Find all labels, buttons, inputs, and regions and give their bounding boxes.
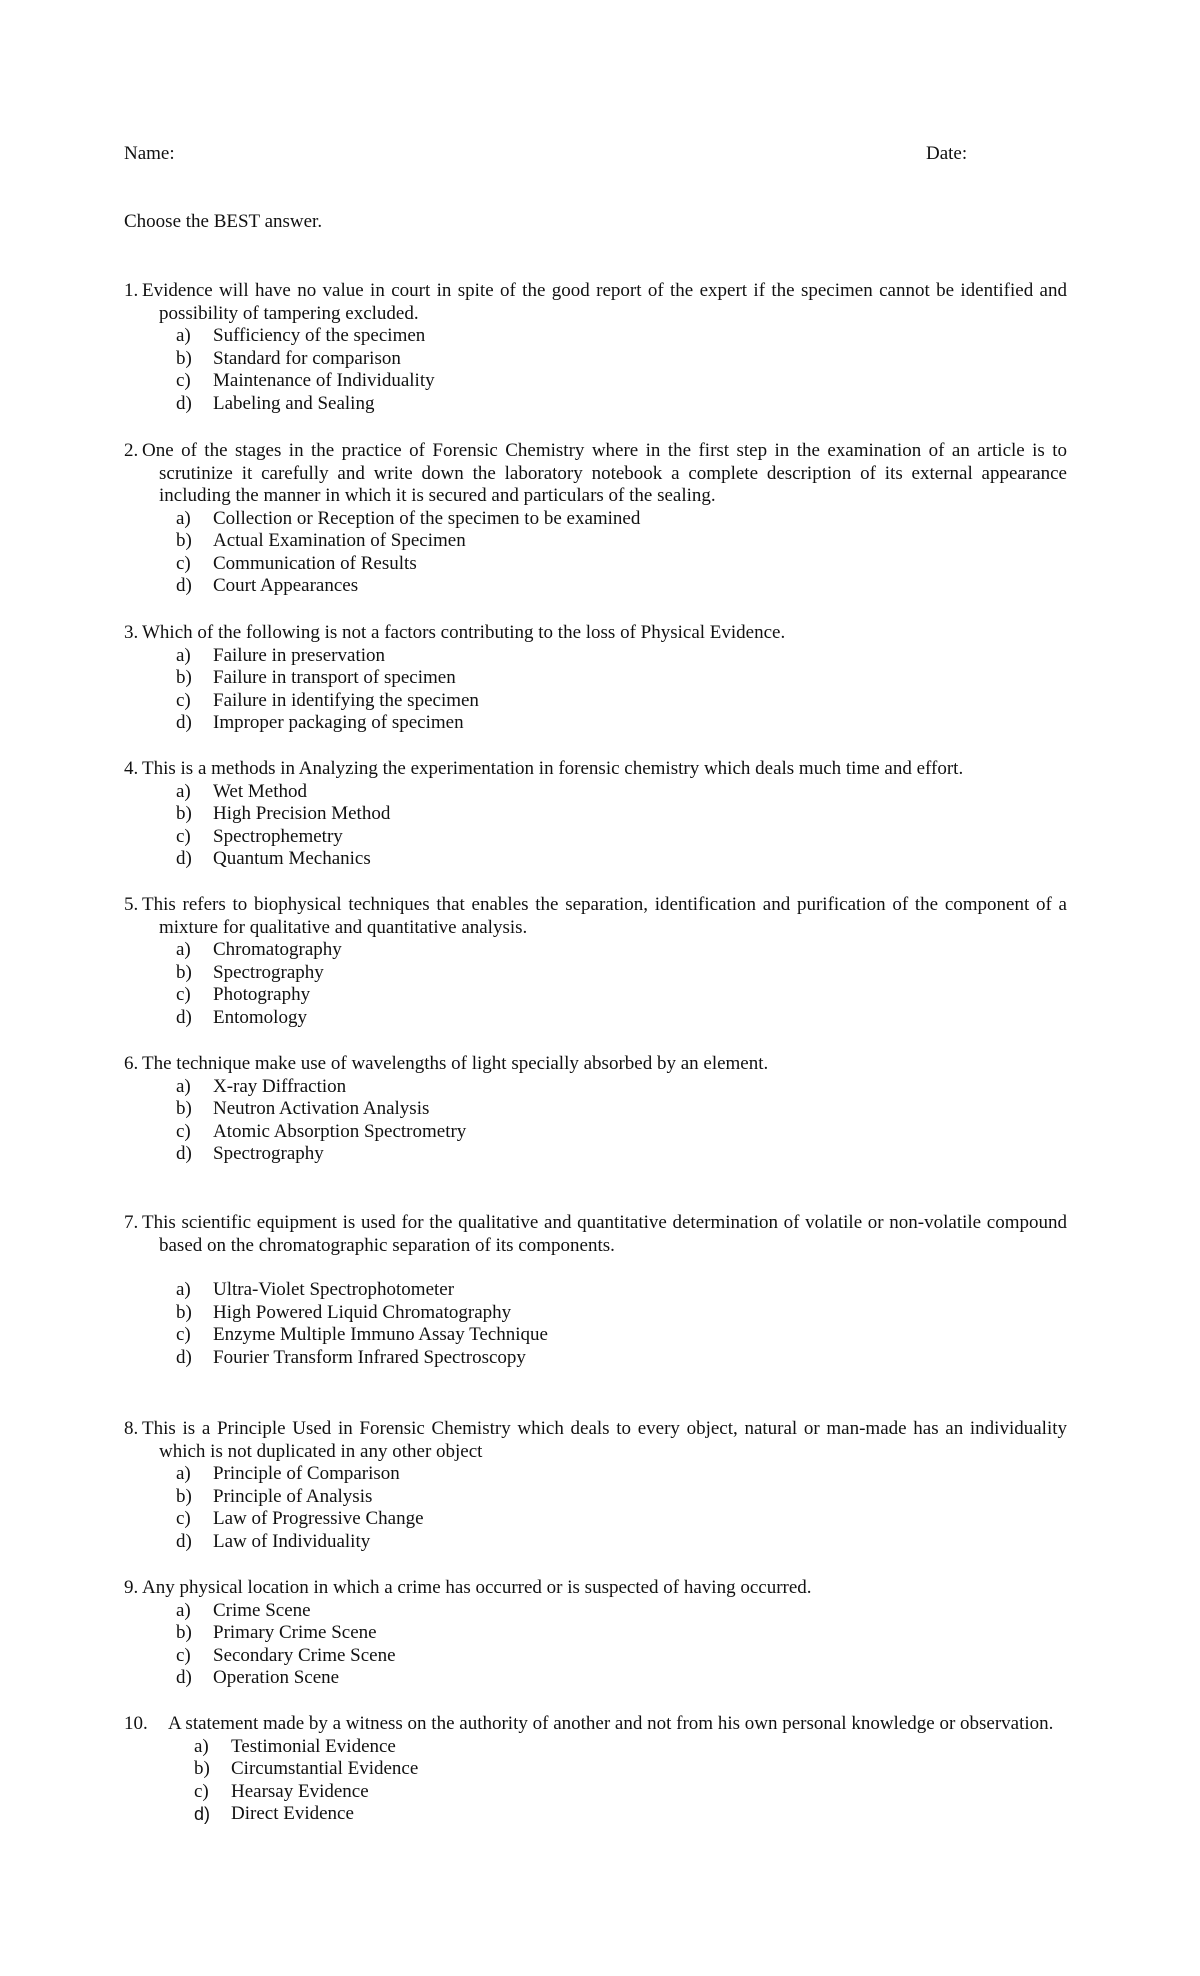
option-d xyxy=(124,712,1067,735)
question-10 xyxy=(124,1713,1067,1826)
option-d xyxy=(124,1667,1067,1690)
option-b xyxy=(124,962,1067,985)
option-text: Spectrography xyxy=(213,1143,324,1164)
option-letter: a) xyxy=(176,507,191,529)
option-text: Chromatography xyxy=(213,939,342,960)
option-letter: c) xyxy=(176,552,191,574)
option-b xyxy=(124,1486,1067,1509)
option-letter: d) xyxy=(176,1667,192,1688)
option-letter: b) xyxy=(176,803,192,824)
question-number: 4. xyxy=(124,758,139,779)
option-letter: b) xyxy=(176,667,192,688)
option-list xyxy=(124,508,1067,598)
question-text: This refers to biophysical techniques that enables the separation, identification and purification of the component of a mixture for qualitative and quantitative analysis. xyxy=(142,894,1067,938)
question-7 xyxy=(124,1212,1067,1369)
option-text: Photography xyxy=(213,984,311,1005)
question-number: 10. xyxy=(124,1713,148,1734)
option-text: Standard for comparison xyxy=(213,347,401,369)
question-6 xyxy=(124,1053,1067,1166)
option-c xyxy=(124,1324,1067,1347)
option-c xyxy=(124,984,1067,1007)
option-text: Testimonial Evidence xyxy=(231,1735,396,1757)
question-5 xyxy=(124,894,1067,1029)
option-letter: d) xyxy=(176,1346,192,1368)
question-4 xyxy=(124,758,1067,871)
question-text: Evidence will have no value in court in spite of the good report of the expert if the specimen cannot be identified and possibility of tampering excluded. xyxy=(142,280,1067,324)
option-text: Maintenance of Individuality xyxy=(213,370,435,391)
option-b xyxy=(124,803,1067,826)
option-letter: c) xyxy=(176,370,191,391)
option-list xyxy=(124,645,1067,735)
option-a xyxy=(124,1076,1067,1099)
option-letter: a) xyxy=(176,1075,191,1097)
question-stem xyxy=(124,440,1067,508)
option-text: Circumstantial Evidence xyxy=(231,1758,419,1779)
option-text: Spectrophemetry xyxy=(213,825,343,847)
option-letter: b) xyxy=(176,1622,192,1643)
option-letter: d) xyxy=(176,575,192,596)
question-stem xyxy=(124,894,1067,939)
option-letter: b) xyxy=(176,1485,192,1507)
option-text: Actual Examination of Specimen xyxy=(213,530,466,551)
option-letter: b) xyxy=(176,530,192,551)
option-d xyxy=(124,1347,1067,1370)
option-c xyxy=(124,1508,1067,1531)
option-text: Crime Scene xyxy=(213,1599,311,1621)
option-letter: a) xyxy=(176,1279,191,1300)
option-c xyxy=(124,1645,1067,1668)
option-letter: b) xyxy=(176,1098,192,1119)
option-b xyxy=(124,667,1067,690)
question-9 xyxy=(124,1577,1067,1690)
option-letter: c) xyxy=(194,1780,209,1802)
option-list xyxy=(124,781,1067,871)
option-letter: a) xyxy=(176,939,191,960)
option-text: Entomology xyxy=(213,1006,307,1028)
option-letter: c) xyxy=(176,1120,191,1142)
option-text: Ultra-Violet Spectrophotometer xyxy=(213,1279,455,1300)
option-b xyxy=(124,1622,1067,1645)
option-text: Neutron Activation Analysis xyxy=(213,1098,430,1119)
option-text: Collection or Reception of the specimen to be examined xyxy=(213,507,641,529)
option-text: High Precision Method xyxy=(213,803,391,824)
question-stem xyxy=(124,1418,1067,1463)
option-list xyxy=(124,1600,1067,1690)
question-number: 6. xyxy=(124,1053,139,1074)
question-number: 1. xyxy=(124,280,139,301)
option-d xyxy=(124,1803,1067,1826)
option-text: X-ray Diffraction xyxy=(213,1075,347,1097)
option-letter: d) xyxy=(176,1530,192,1552)
option-letter: a) xyxy=(176,325,191,346)
option-c xyxy=(124,1121,1067,1144)
option-b xyxy=(124,1098,1067,1121)
option-text: Labeling and Sealing xyxy=(213,392,375,414)
question-text: A statement made by a witness on the authority of another and not from his own personal knowledge or observation. xyxy=(168,1713,1054,1734)
option-a xyxy=(124,1279,1067,1302)
option-letter: d) xyxy=(176,392,192,414)
option-a xyxy=(124,325,1067,348)
option-b xyxy=(124,1758,1067,1781)
option-letter: b) xyxy=(176,347,192,369)
option-list xyxy=(124,939,1067,1029)
option-a xyxy=(124,939,1067,962)
option-d xyxy=(124,1531,1067,1554)
option-text: Direct Evidence xyxy=(231,1803,354,1824)
question-text: This is a Principle Used in Forensic Chemistry which deals to every object, natural or man-made has an individuality which is not duplicated in any other object xyxy=(142,1418,1067,1462)
question-stem xyxy=(124,280,1067,325)
name-label: Name: xyxy=(124,143,175,164)
option-letter: b) xyxy=(194,1758,210,1779)
date-label: Date: xyxy=(926,143,968,164)
option-a xyxy=(124,1463,1067,1486)
question-stem xyxy=(124,1713,1067,1736)
question-stem xyxy=(124,622,1067,645)
option-text: Spectrography xyxy=(213,961,324,983)
option-letter: d) xyxy=(176,712,192,733)
option-text: Fourier Transform Infrared Spectroscopy xyxy=(213,1346,526,1368)
question-8 xyxy=(124,1418,1067,1553)
option-text: Law of Progressive Change xyxy=(213,1508,424,1529)
option-text: Secondary Crime Scene xyxy=(213,1644,396,1666)
option-text: Principle of Analysis xyxy=(213,1485,373,1507)
option-letter: d) xyxy=(194,1804,211,1824)
option-text: Enzyme Multiple Immuno Assay Technique xyxy=(213,1324,548,1345)
option-text: Atomic Absorption Spectrometry xyxy=(213,1120,467,1142)
question-stem xyxy=(124,1053,1067,1076)
option-letter: c) xyxy=(176,984,191,1005)
option-text: Primary Crime Scene xyxy=(213,1622,377,1643)
option-letter: d) xyxy=(176,1006,192,1028)
option-d xyxy=(124,1143,1067,1166)
option-text: Sufficiency of the specimen xyxy=(213,325,426,346)
question-number: 3. xyxy=(124,622,139,643)
option-text: Improper packaging of specimen xyxy=(213,712,464,733)
option-list xyxy=(124,325,1067,415)
option-text: Wet Method xyxy=(213,780,307,802)
option-text: Court Appearances xyxy=(213,575,359,596)
option-list xyxy=(124,1736,1067,1826)
question-1 xyxy=(124,280,1067,415)
option-c xyxy=(124,370,1067,393)
option-b xyxy=(124,530,1067,553)
question-text: This scientific equipment is used for the qualitative and quantitative determination of volatile or non-volatile compound based on the chromatographic separation of its components. xyxy=(142,1212,1067,1256)
option-text: Quantum Mechanics xyxy=(213,848,371,869)
option-letter: c) xyxy=(176,689,191,711)
option-d xyxy=(124,575,1067,598)
option-c xyxy=(124,553,1067,576)
question-2 xyxy=(124,440,1067,598)
option-a xyxy=(124,508,1067,531)
option-b xyxy=(124,348,1067,371)
option-letter: a) xyxy=(176,1599,191,1621)
option-c xyxy=(124,826,1067,849)
option-letter: c) xyxy=(176,1644,191,1666)
option-a xyxy=(124,1736,1067,1759)
option-text: Hearsay Evidence xyxy=(231,1780,369,1802)
option-list xyxy=(124,1076,1067,1166)
option-a xyxy=(124,1600,1067,1623)
option-text: High Powered Liquid Chromatography xyxy=(213,1301,512,1323)
question-stem xyxy=(124,1212,1067,1257)
question-text: One of the stages in the practice of Forensic Chemistry where in the first step in the examination of an article is to scrutinize it carefully and write down the laboratory notebook a complete description of its external appearance including the manner in which it is secured and particulars of the sealing. xyxy=(142,440,1067,506)
option-letter: a) xyxy=(176,644,191,666)
option-b xyxy=(124,1302,1067,1325)
option-letter: b) xyxy=(176,1301,192,1323)
question-stem xyxy=(124,1577,1067,1600)
option-letter: d) xyxy=(176,1143,192,1164)
option-text: Failure in transport of specimen xyxy=(213,667,456,688)
question-number: 5. xyxy=(124,894,139,915)
question-stem xyxy=(124,758,1067,781)
question-number: 2. xyxy=(124,440,139,461)
question-number: 7. xyxy=(124,1212,139,1233)
option-a xyxy=(124,645,1067,668)
option-text: Failure in identifying the specimen xyxy=(213,689,479,711)
option-letter: c) xyxy=(176,1508,191,1529)
option-text: Law of Individuality xyxy=(213,1530,371,1552)
option-list xyxy=(124,1463,1067,1553)
option-d xyxy=(124,1007,1067,1030)
option-letter: c) xyxy=(176,825,191,847)
option-letter: a) xyxy=(176,780,191,802)
option-list xyxy=(124,1279,1067,1369)
option-text: Communication of Results xyxy=(213,552,417,574)
option-text: Operation Scene xyxy=(213,1667,340,1688)
option-letter: c) xyxy=(176,1324,191,1345)
question-number: 8. xyxy=(124,1418,139,1439)
instructions: Choose the BEST answer. xyxy=(124,211,323,232)
question-text: Which of the following is not a factors contributing to the loss of Physical Evidence. xyxy=(142,622,786,643)
option-letter: a) xyxy=(176,1463,191,1484)
question-number: 9. xyxy=(124,1577,139,1598)
option-text: Failure in preservation xyxy=(213,644,386,666)
option-d xyxy=(124,848,1067,871)
question-3 xyxy=(124,622,1067,735)
option-text: Principle of Comparison xyxy=(213,1463,400,1484)
question-text: The technique make use of wavelengths of light specially absorbed by an element. xyxy=(142,1053,769,1074)
option-a xyxy=(124,781,1067,804)
option-c xyxy=(124,690,1067,713)
question-text: This is a methods in Analyzing the experimentation in forensic chemistry which deals much time and effort. xyxy=(142,758,964,779)
question-text: Any physical location in which a crime has occurred or is suspected of having occurred. xyxy=(142,1577,812,1598)
option-letter: d) xyxy=(176,848,192,869)
option-c xyxy=(124,1781,1067,1804)
option-d xyxy=(124,393,1067,416)
option-letter: a) xyxy=(194,1735,209,1757)
option-letter: b) xyxy=(176,961,192,983)
